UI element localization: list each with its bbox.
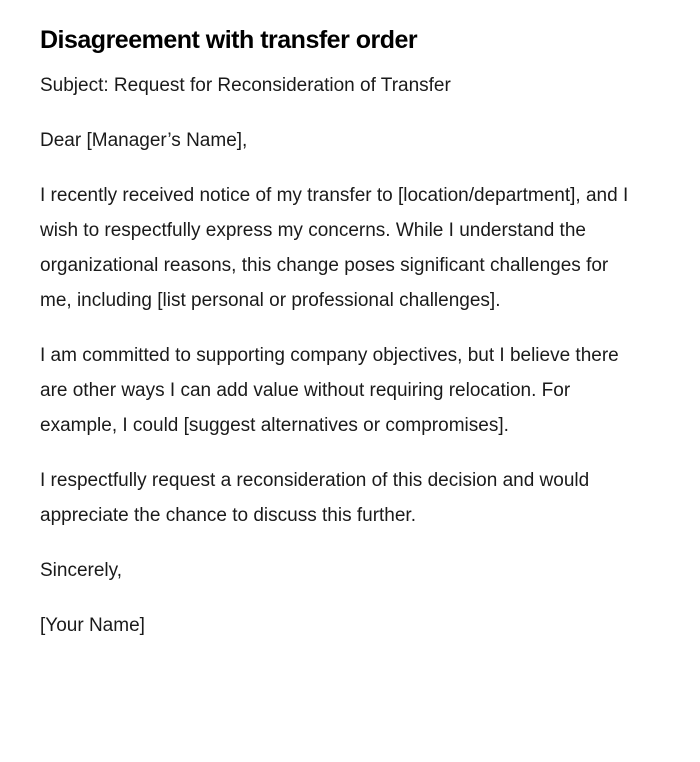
document-title: Disagreement with transfer order	[40, 26, 418, 54]
subject-line: Subject: Request for Reconsideration of Transfer	[40, 75, 451, 96]
signature: [Your Name]	[40, 615, 145, 636]
salutation: Dear [Manager’s Name],	[40, 130, 248, 151]
body-paragraph-2: I am committed to supporting company objectives, but I believe there are other ways I can add value without requiring relocation. For example, I could [suggest alternatives or compromises].	[40, 345, 619, 436]
body-paragraph-3: I respectfully request a reconsideration of this decision and would appreciate the chance to discuss this further.	[40, 470, 590, 526]
closing: Sincerely,	[40, 560, 123, 581]
letter-document	[40, 22, 640, 663]
body-paragraph-1: I recently received notice of my transfer to [location/department], and I wish to respectfully express my concerns. While I understand the organizational reasons, this change poses significant challenges for me, including [list personal or professional challenges].	[40, 185, 629, 311]
